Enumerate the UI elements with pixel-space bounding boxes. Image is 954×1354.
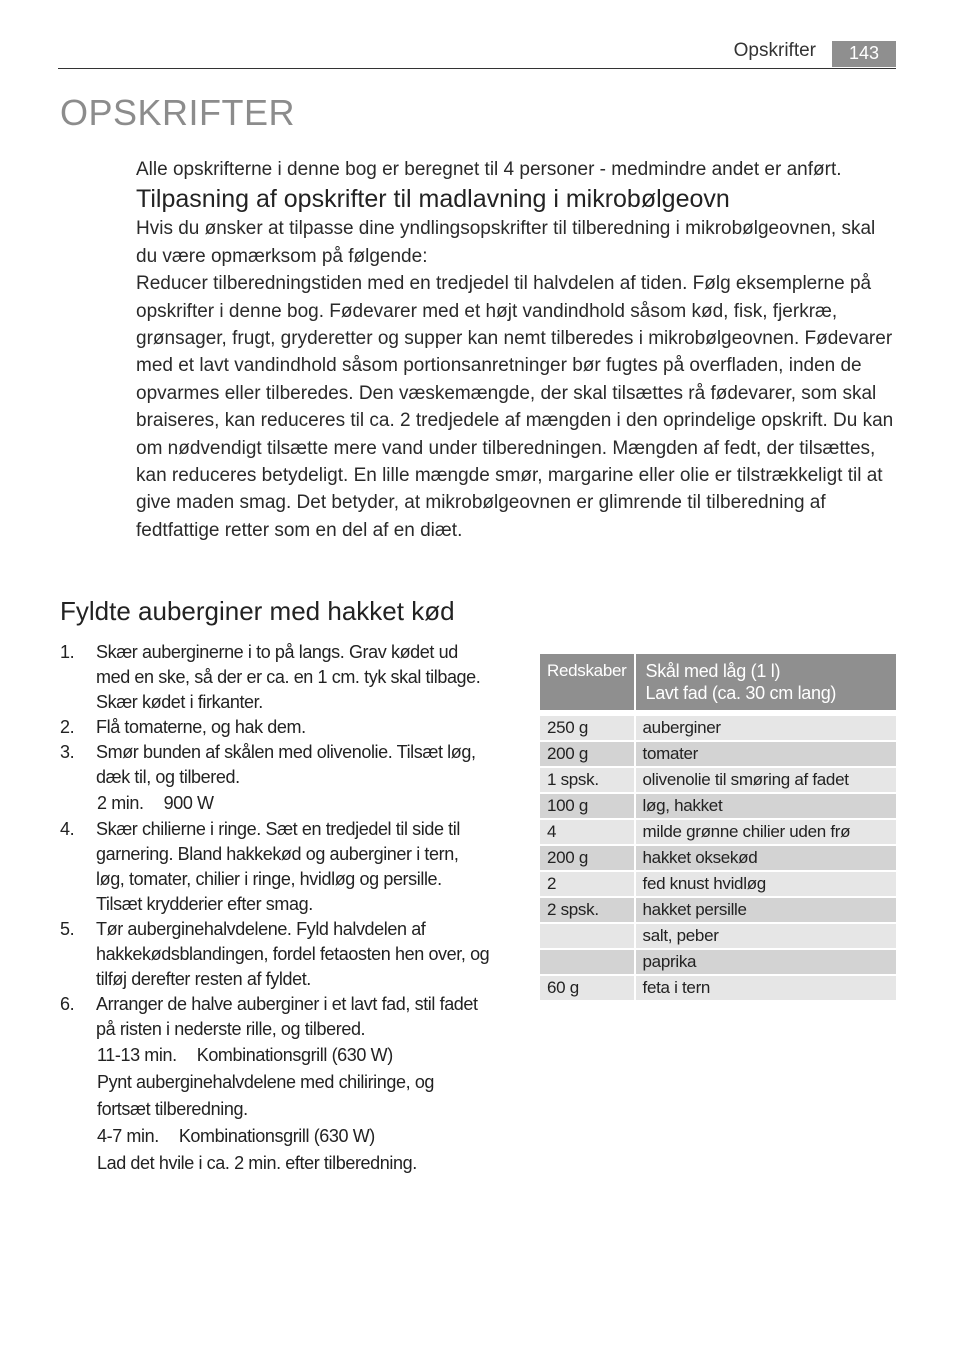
ingredient-name: auberginer: [635, 713, 896, 741]
recipe-steps: [60, 640, 490, 1177]
ingredient-qty: 200 g: [540, 741, 635, 767]
ingredient-qty: 4: [540, 819, 635, 845]
recipe-step: [60, 640, 490, 715]
ingredient-qty: 2 spsk.: [540, 897, 635, 923]
table-row: [540, 741, 896, 767]
recipe-step: [60, 740, 490, 790]
recipe-step: [60, 917, 490, 992]
ingredient-name: hakket oksekød: [635, 845, 896, 871]
ingredient-qty: 100 g: [540, 793, 635, 819]
table-row: [540, 897, 896, 923]
ingredient-name: hakket persille: [635, 897, 896, 923]
step-3-setting: [60, 790, 490, 817]
intro-subheading: Tilpasning af opskrifter til madlavning i mikrobølgeovn: [136, 185, 730, 214]
ingredients-table: [540, 654, 896, 1000]
table-row: [540, 713, 896, 741]
step-6-final: Lad det hvile i ca. 2 min. efter tilberedning.: [97, 1153, 417, 1173]
step-number: 2.: [60, 717, 75, 737]
intro-section: [136, 156, 896, 544]
intro-paragraph-1: Hvis du ønsker at tilpasse dine yndlingsopskrifter til tilberedning i mikrobølgeovnen, skal du være opmærksom på følgende:: [136, 218, 876, 267]
step-number: 5.: [60, 919, 75, 939]
cooking-time: 2 min.: [97, 793, 144, 813]
table-row: [540, 871, 896, 897]
step-6-setting-2: [60, 1123, 490, 1150]
ingredient-qty: 250 g: [540, 713, 635, 741]
table-row: [540, 845, 896, 871]
ingredient-name: feta i tern: [635, 975, 896, 1000]
ingredient-name: løg, hakket: [635, 793, 896, 819]
ingredient-name: salt, peber: [635, 923, 896, 949]
step-number: 1.: [60, 642, 75, 662]
ingredient-qty: [540, 949, 635, 975]
utensil-dish: Lavt fad (ca. 30 cm lang): [645, 683, 837, 703]
cooking-mode: Kombinationsgrill (630 W): [196, 1045, 393, 1065]
step-text: Tør auberginehalvdelene. Fyld halvdelen af hakkekødsblandingen, fordel fetaosten hen over, og tilføj derefter resten af fyldet.: [96, 919, 490, 989]
step-text: Arranger de halve auberginer i et lavt fad, stil fadet på risten i nederste rille, og tilbered.: [96, 994, 478, 1039]
step-number: 4.: [60, 819, 75, 839]
ingredient-name: tomater: [635, 741, 896, 767]
ingredient-qty: [540, 923, 635, 949]
cooking-time: 4-7 min.: [97, 1126, 159, 1146]
table-row: [540, 923, 896, 949]
step-number: 6.: [60, 994, 75, 1014]
table-row: [540, 793, 896, 819]
intro-paragraph-2: Reducer tilberedningstiden med en tredjedel til halvdelen af tiden. Følg eksemplerne på opskrifter i denne bog. Fødevarer med et højt vandindhold såsom kød, fisk, fjerkræ, grønsager, frugt, gryderetter og supper kan nemt tilberedes i mikrobølgeovnen. Fødevarer med et lavt vandindhold såsom portionsanretninger bør fugtes på overfladen, inden de opvarmes eller tilberedes. Den væskemængde, der skal tilsættes rå fødevarer, som skal braiseres, kan reduceres til ca. 2 tredjedele af mængden i den oprindelige opskrift. Du kan om nødvendigt tilsætte mere vand under tilberedningen. Mængden af fedt, der tilsættes, kan reduceres betydeligt. En lille mængde smør, margarine eller olie er tilstrækkeligt til at give maden smag. Det betyder, at mikrobølgeovnen er glimrende til tilberedning af fedtfattige retter som en del af en diæt.: [136, 273, 894, 541]
table-row: [540, 975, 896, 1000]
page-title: OPSKRIFTER: [60, 92, 296, 133]
cooking-time: 11-13 min.: [97, 1045, 177, 1065]
ingredient-name: fed knust hvidløg: [635, 871, 896, 897]
ingredient-qty: 60 g: [540, 975, 635, 1000]
step-text: Skær chilierne i ringe. Sæt en tredjedel til side til garnering. Bland hakkekød og auberginer i tern, løg, tomater, chilier i ringe, hvidløg og persille. Tilsæt krydderier efter smag.: [96, 819, 460, 914]
step-6-note: Pynt auberginehalvdelene med chiliringe, og fortsæt tilberedning.: [97, 1072, 435, 1119]
step-text: Skær auberginerne i to på langs. Grav kødet ud med en ske, så der er ca. en 1 cm. tyk skal tilbage. Skær kødet i firkanter.: [96, 642, 481, 712]
header-utensils-list: [635, 654, 896, 713]
running-header-section: Opskrifter: [733, 40, 816, 61]
page-number-badge: 143: [832, 41, 896, 67]
ingredient-qty: 1 spsk.: [540, 767, 635, 793]
ingredient-qty: 2: [540, 871, 635, 897]
step-6-setting-1: [60, 1042, 490, 1069]
header-rule: [58, 68, 896, 69]
recipe-step: [60, 715, 490, 740]
cooking-power: 900 W: [163, 793, 214, 813]
utensil-bowl: Skål med låg (1 l): [645, 661, 781, 681]
step-text: Smør bunden af skålen med olivenolie. Tilsæt løg, dæk til, og tilbered.: [96, 742, 476, 787]
recipe-title: Fyldte auberginer med hakket kød: [60, 596, 455, 626]
cooking-mode: Kombinationsgrill (630 W): [178, 1126, 375, 1146]
step-text: Flå tomaterne, og hak dem.: [96, 717, 306, 737]
ingredient-name: paprika: [635, 949, 896, 975]
table-row: [540, 949, 896, 975]
ingredient-qty: 200 g: [540, 845, 635, 871]
table-row: [540, 819, 896, 845]
recipe-step: [60, 992, 490, 1042]
table-row: [540, 767, 896, 793]
header-utensils: Redskaber: [540, 654, 635, 713]
recipe-step: [60, 817, 490, 917]
table-header-row: [540, 654, 896, 713]
intro-lead: Alle opskrifterne i denne bog er beregnet til 4 personer - medmindre andet er anført.: [136, 159, 842, 180]
ingredient-name: olivenolie til smøring af fadet: [635, 767, 896, 793]
ingredient-name: milde grønne chilier uden frø: [635, 819, 896, 845]
step-number: 3.: [60, 742, 75, 762]
